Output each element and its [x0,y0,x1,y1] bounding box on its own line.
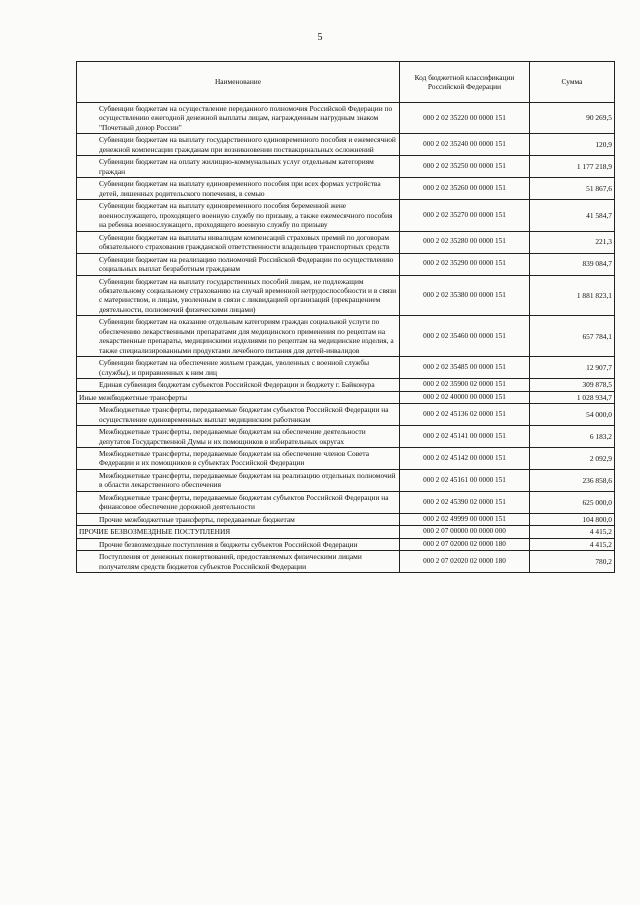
table-row [77,357,615,379]
row-sum: 120,9 [530,134,615,156]
row-name: Иные межбюджетные трансферты [77,391,400,403]
row-sum: 221,3 [530,231,615,253]
row-sum: 839 084,7 [530,253,615,275]
row-sum: 6 183,2 [530,426,615,448]
table-row [77,526,615,538]
page-number: 5 [317,32,323,43]
row-name: Межбюджетные трансферты, передаваемые бюджетам субъектов Российской Федерации на осуществление единовременных выплат медицинским работникам [77,404,400,426]
row-sum: 625 000,0 [530,491,615,513]
table-row [77,178,615,200]
row-sum: 657 784,1 [530,316,615,357]
row-sum: 1 028 934,7 [530,391,615,403]
row-sum: 104 800,0 [530,513,615,525]
row-code: 000 2 02 49999 00 0000 151 [400,513,530,525]
row-code: 000 2 02 35220 00 0000 151 [400,103,530,134]
header-name: Наименование [77,62,400,103]
row-name: Субвенции бюджетам на осуществление переданного полномочия Российской Федерации по осуществлению ежегодной денежной выплаты лицам, награжденным нагрудным знаком "Почетный донор России" [77,103,400,134]
row-sum: 41 584,7 [530,200,615,231]
table-row [77,448,615,470]
row-sum: 1 177 218,9 [530,156,615,178]
row-name: Прочие безвозмездные поступления в бюджеты субъектов Российской Федерации [77,538,400,550]
row-name: Прочие межбюджетные трансферты, передаваемые бюджетам [77,513,400,525]
table-row [77,134,615,156]
row-name: Межбюджетные трансферты, передаваемые бюджетам на обеспечение деятельности депутатов Государственной Думы и их помощников в избирательных округах [77,426,400,448]
row-name: Субвенции бюджетам на выплату государственных пособий лицам, не подлежащим обязательному социальному страхованию на случай временной нетрудоспособности и в связи с материнством, и лицам, уволенным в связи с ликвидацией организаций (прекращением деятельности, полномочий физическими лицами) [77,275,400,316]
row-sum: 12 907,7 [530,357,615,379]
row-name: Межбюджетные трансферты, передаваемые бюджетам на реализацию отдельных полномочий в области лекарственного обеспечения [77,469,400,491]
row-name: Единая субвенция бюджетам субъектов Российской Федерации и бюджету г. Байконура [77,379,400,391]
table-row [77,275,615,316]
row-sum: 54 000,0 [530,404,615,426]
row-name: ПРОЧИЕ БЕЗВОЗМЕЗДНЫЕ ПОСТУПЛЕНИЯ [77,526,400,538]
row-name: Субвенции бюджетам на оплату жилищно-коммунальных услуг отдельным категориям граждан [77,156,400,178]
table-row [77,404,615,426]
table-row [77,231,615,253]
row-code: 000 2 02 35380 00 0000 151 [400,275,530,316]
row-sum: 1 881 823,1 [530,275,615,316]
row-code: 000 2 02 40000 00 0000 151 [400,391,530,403]
row-name: Субвенции бюджетам на выплаты инвалидам компенсаций страховых премий по договорам обязательного страхования гражданской ответственности владельцев транспортных средств [77,231,400,253]
row-code: 000 2 02 45142 00 0000 151 [400,448,530,470]
row-code: 000 2 02 45161 00 0000 151 [400,469,530,491]
row-name: Субвенции бюджетам на выплату единовременного пособия при всех формах устройства детей, лишенных родительского попечения, в семью [77,178,400,200]
row-code: 000 2 02 45136 02 0000 151 [400,404,530,426]
row-code: 000 2 07 02020 02 0000 180 [400,551,530,573]
table-row [77,200,615,231]
row-code: 000 2 02 35260 00 0000 151 [400,178,530,200]
table-row [77,551,615,573]
table-row [77,469,615,491]
header-sum: Сумма [530,62,615,103]
header-code: Код бюджетной классификации Российской Федерации [400,62,530,103]
row-sum: 51 867,6 [530,178,615,200]
row-code: 000 2 02 45390 02 0000 151 [400,491,530,513]
table-row [77,316,615,357]
table-row [77,379,615,391]
row-code: 000 2 02 35460 00 0000 151 [400,316,530,357]
row-code: 000 2 02 35485 00 0000 151 [400,357,530,379]
row-name: Субвенции бюджетам на выплату единовременного пособия беременной жене военнослужащего, проходящего военную службу по призыву, а также ежемесячного пособия на ребенка военнослужащего, проходящего военную службу по призыву [77,200,400,231]
row-name: Субвенции бюджетам на оказание отдельным категориям граждан социальной услуги по обеспечению лекарственными препаратами для медицинского применения по рецептам на лекарственные препараты, медицинскими изделиями по рецептам на медицинские изделия, а также специализированными продуктами лечебного питания для детей-инвалидов [77,316,400,357]
row-name: Межбюджетные трансферты, передаваемые бюджетам субъектов Российской Федерации на финансовое обеспечение дорожной деятельности [77,491,400,513]
table-row [77,426,615,448]
row-code: 000 2 02 35290 00 0000 151 [400,253,530,275]
table-row [77,538,615,550]
row-name: Субвенции бюджетам на обеспечение жильем граждан, уволенных с военной службы (службы), и приравненных к ним лиц [77,357,400,379]
row-code: 000 2 02 35250 00 0000 151 [400,156,530,178]
row-sum: 4 415,2 [530,526,615,538]
table-header-row [77,62,615,103]
row-name: Межбюджетные трансферты, передаваемые бюджетам на обеспечение членов Совета Федерации и их помощников в субъектах Российской Федерации [77,448,400,470]
row-code: 000 2 02 35270 00 0000 151 [400,200,530,231]
row-sum: 309 878,5 [530,379,615,391]
row-sum: 236 858,6 [530,469,615,491]
table-row [77,103,615,134]
table-body [77,103,615,573]
row-code: 000 2 02 35280 00 0000 151 [400,231,530,253]
row-sum: 2 092,9 [530,448,615,470]
row-code: 000 2 02 45141 00 0000 151 [400,426,530,448]
table-row [77,156,615,178]
row-name: Поступления от денежных пожертвований, предоставляемых физическими лицами получателям средств бюджетов субъектов Российской Федерации [77,551,400,573]
table-row [77,513,615,525]
row-sum: 780,2 [530,551,615,573]
row-code: 000 2 07 00000 00 0000 000 [400,526,530,538]
row-code: 000 2 02 35240 00 0000 151 [400,134,530,156]
row-sum: 4 415,2 [530,538,615,550]
table-row [77,491,615,513]
row-name: Субвенции бюджетам на выплату государственного единовременного пособия и ежемесячной денежной компенсации гражданам при возникновении поствакцинальных осложнений [77,134,400,156]
row-code: 000 2 02 35900 02 0000 151 [400,379,530,391]
row-sum: 90 269,5 [530,103,615,134]
table-row [77,253,615,275]
table-row [77,391,615,403]
row-name: Субвенции бюджетам на реализацию полномочий Российской Федерации по осуществлению социальных выплат безработным гражданам [77,253,400,275]
budget-revenue-table [76,61,615,573]
row-code: 000 2 07 02000 02 0000 180 [400,538,530,550]
